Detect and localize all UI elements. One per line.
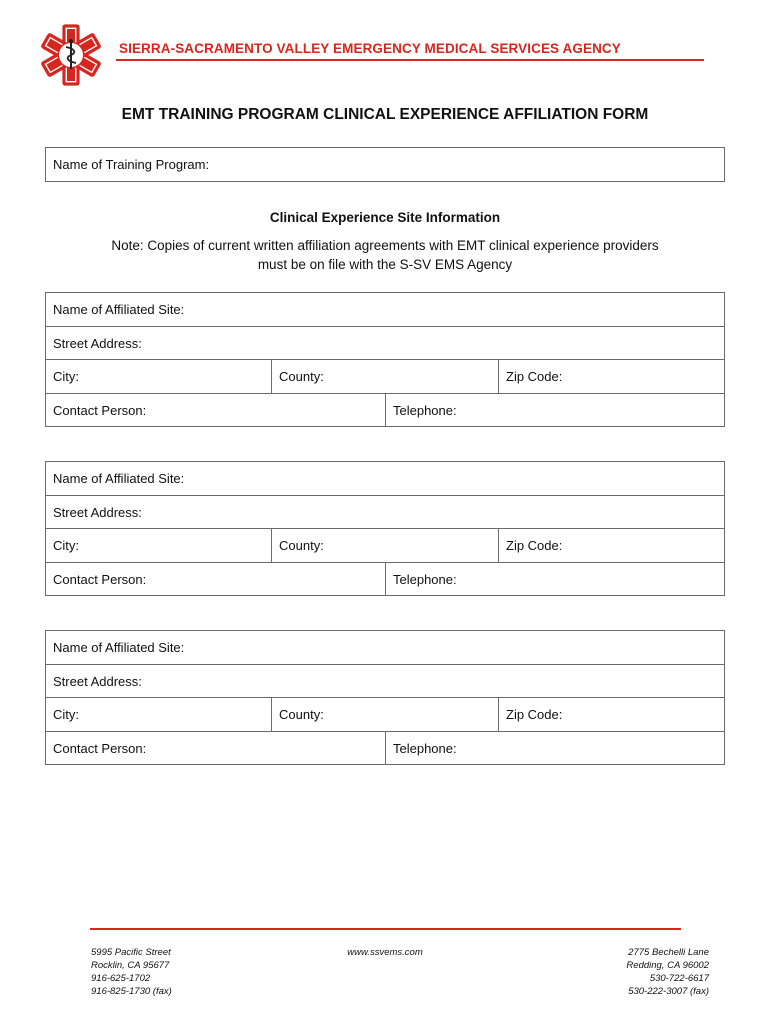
site-name-field[interactable]: Name of Affiliated Site: bbox=[53, 302, 185, 317]
footer-left-line: 916-825-1730 (fax) bbox=[91, 986, 172, 997]
contact-person-field[interactable]: Contact Person: bbox=[53, 572, 147, 587]
street-address-field[interactable]: Street Address: bbox=[53, 335, 142, 351]
site-info-note bbox=[0, 236, 770, 274]
contact-person-field[interactable]: Contact Person: bbox=[53, 741, 147, 756]
city-field[interactable]: City: bbox=[53, 707, 79, 722]
footer-left-line: 916-625-1702 bbox=[91, 973, 151, 984]
county-field[interactable]: County: bbox=[279, 369, 324, 384]
contact-person-field[interactable]: Contact Person: bbox=[53, 403, 147, 418]
footer-redding-address bbox=[626, 946, 709, 998]
site-name-field[interactable]: Name of Affiliated Site: bbox=[53, 640, 185, 655]
affiliated-site-block-3 bbox=[45, 630, 725, 765]
site-info-heading: Clinical Experience Site Information bbox=[269, 210, 501, 225]
street-address-field[interactable]: Street Address: bbox=[53, 504, 142, 520]
telephone-field[interactable]: Telephone: bbox=[393, 403, 457, 418]
agency-logo-star-of-life-icon bbox=[38, 22, 104, 88]
city-field[interactable]: City: bbox=[53, 538, 79, 553]
footer-left-line: Rocklin, CA 95677 bbox=[91, 960, 170, 971]
training-program-label: Name of Training Program: bbox=[53, 157, 210, 172]
footer-right-line: 2775 Bechelli Lane bbox=[628, 947, 709, 958]
county-field[interactable]: County: bbox=[279, 707, 324, 722]
zip-code-field[interactable]: Zip Code: bbox=[506, 538, 563, 553]
site-name-field[interactable]: Name of Affiliated Site: bbox=[53, 471, 185, 486]
footer-left-line: 5995 Pacific Street bbox=[91, 947, 171, 958]
footer-right-line: 530-722-6617 bbox=[649, 973, 709, 984]
training-program-field[interactable] bbox=[45, 147, 725, 182]
note-line-1: Note: Copies of current written affiliation agreements with EMT clinical experience providers bbox=[111, 238, 659, 253]
footer-website[interactable]: www.ssvems.com bbox=[347, 947, 423, 958]
agency-name: SIERRA-SACRAMENTO VALLEY EMERGENCY MEDICAL SERVICES AGENCY bbox=[119, 41, 621, 56]
header-rule bbox=[116, 59, 704, 61]
note-line-2: must be on file with the S-SV EMS Agency bbox=[257, 257, 513, 272]
footer-rule bbox=[90, 928, 681, 930]
city-field[interactable]: City: bbox=[53, 369, 79, 384]
zip-code-field[interactable]: Zip Code: bbox=[506, 707, 563, 722]
county-field[interactable]: County: bbox=[279, 538, 324, 553]
form-title: EMT TRAINING PROGRAM CLINICAL EXPERIENCE AFFILIATION FORM bbox=[121, 106, 649, 123]
telephone-field[interactable]: Telephone: bbox=[393, 741, 457, 756]
affiliated-site-block-2 bbox=[45, 461, 725, 596]
zip-code-field[interactable]: Zip Code: bbox=[506, 369, 563, 384]
footer-right-line: 530-222-3007 (fax) bbox=[628, 986, 709, 997]
affiliated-site-block-1 bbox=[45, 292, 725, 427]
telephone-field[interactable]: Telephone: bbox=[393, 572, 457, 587]
street-address-field[interactable]: Street Address: bbox=[53, 673, 142, 689]
footer-right-line: Redding, CA 96002 bbox=[626, 960, 709, 971]
